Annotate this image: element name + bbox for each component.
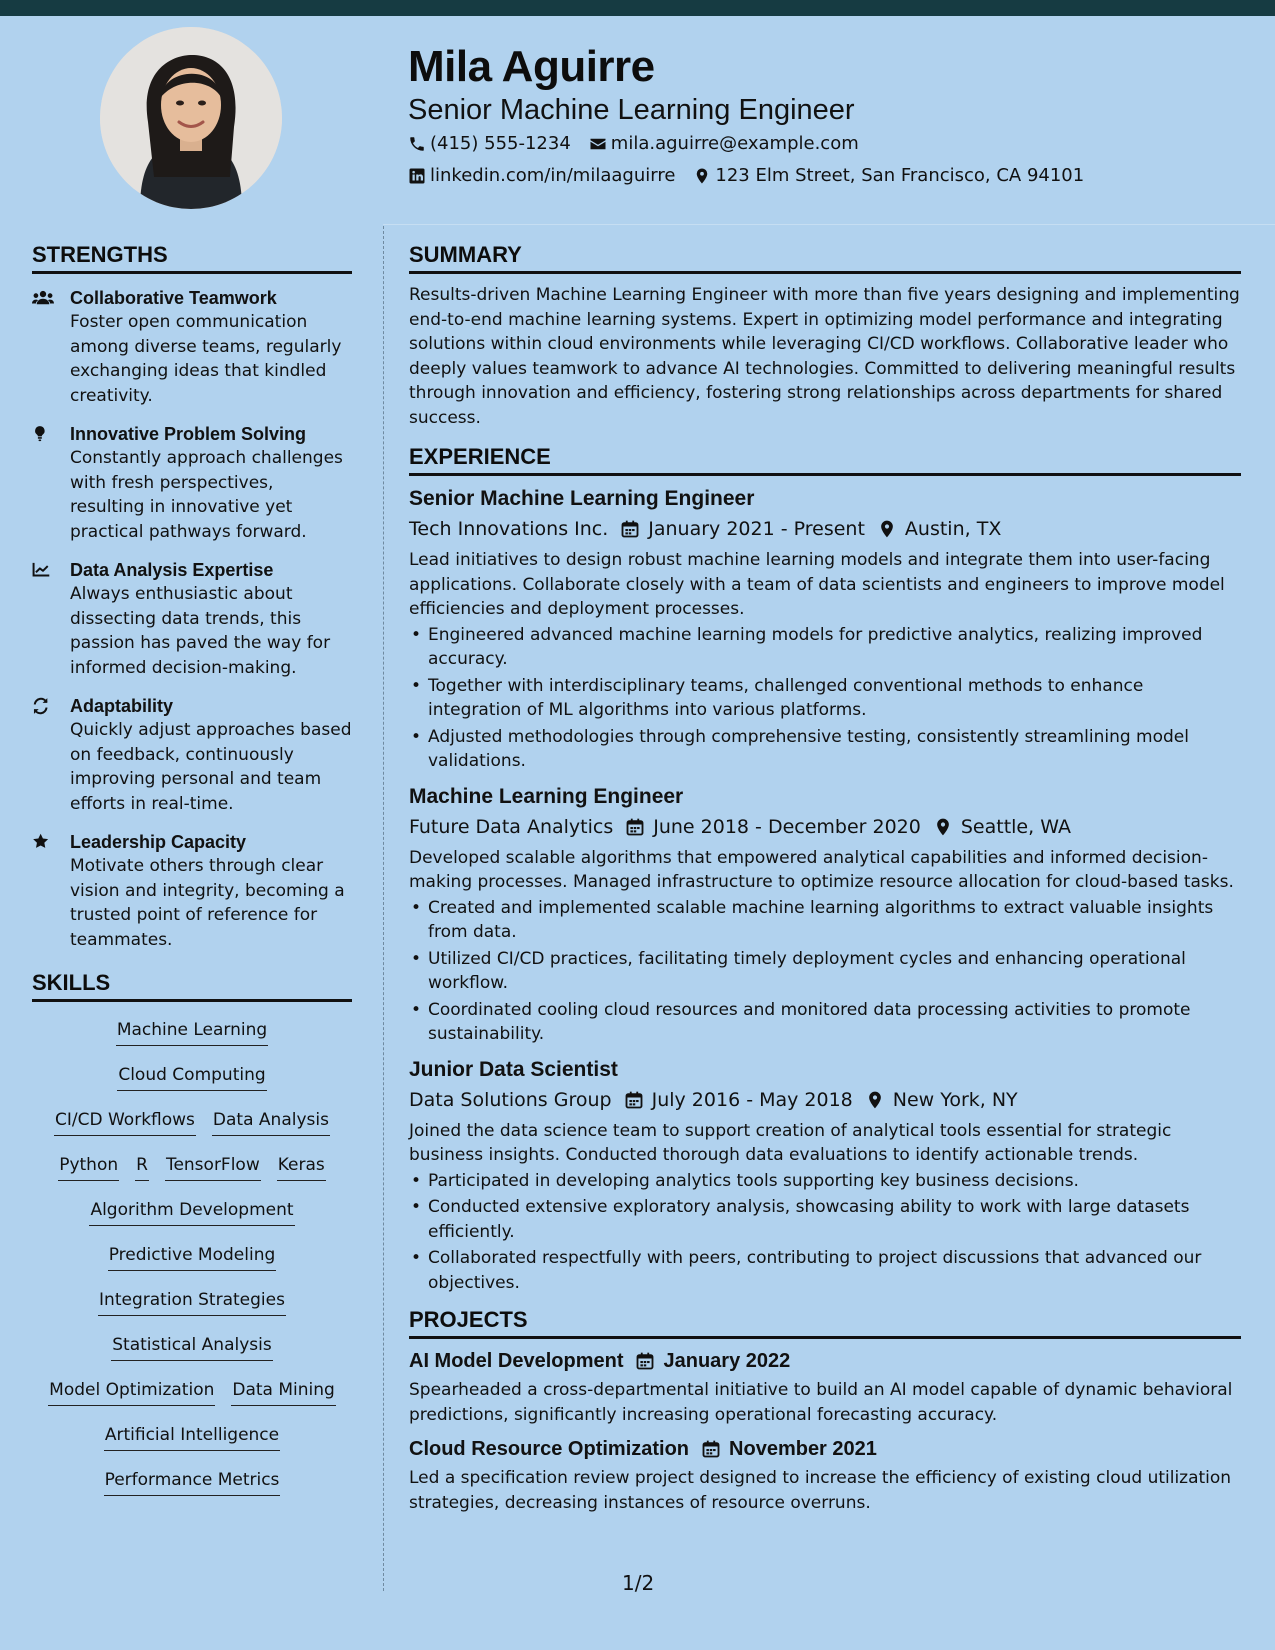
strength-item — [32, 558, 352, 680]
strength-item — [32, 830, 352, 952]
strength-item — [32, 694, 352, 816]
job-dates: July 2016 - May 2018 — [651, 1088, 853, 1111]
profile-photo — [100, 27, 282, 209]
bullet-item: • Collaborated respectfully with peers, contributing to project discussions that advanced our objectives. — [409, 1246, 1241, 1295]
contact-phone — [408, 133, 571, 154]
linkedin-text[interactable]: linkedin.com/in/milaaguirre — [430, 165, 676, 186]
job-meta — [409, 1086, 1241, 1114]
skill-tag: Machine Learning — [116, 1018, 268, 1046]
map-pin-icon — [865, 1090, 885, 1110]
contact-email — [589, 133, 859, 154]
skills-list — [32, 1018, 352, 1513]
top-accent-bar — [0, 0, 1275, 16]
strength-desc: Motivate others through clear vision and integrity, becoming a trusted point of reference for teammates. — [70, 856, 345, 950]
candidate-title: Senior Machine Learning Engineer — [408, 94, 855, 126]
calendar-icon — [635, 1351, 655, 1371]
skill-row — [96, 1468, 289, 1513]
calendar-icon — [624, 1090, 644, 1110]
skill-tag: Data Mining — [231, 1378, 335, 1406]
column-divider — [383, 226, 384, 1591]
strength-title: Collaborative Teamwork — [70, 288, 277, 308]
job-bullets — [409, 1169, 1241, 1296]
job-dates: June 2018 - December 2020 — [653, 815, 921, 838]
contact-address — [693, 165, 1084, 186]
address-text: 123 Elm Street, San Francisco, CA 94101 — [715, 165, 1085, 186]
skills-heading: SKILLS — [32, 970, 352, 1002]
calendar-icon — [620, 519, 640, 539]
job-title: Machine Learning Engineer — [409, 784, 684, 808]
skill-row — [90, 1288, 294, 1333]
avatar-illustration — [100, 27, 282, 209]
email-text[interactable]: mila.aguirre@example.com — [610, 133, 859, 154]
strength-item — [32, 422, 352, 544]
contact-linkedin — [408, 165, 675, 186]
job-location: Seattle, WA — [960, 815, 1071, 838]
project-header — [409, 1347, 1241, 1375]
lightbulb-icon — [32, 424, 54, 444]
right-column — [409, 242, 1241, 1515]
left-column — [32, 242, 352, 1513]
job-company: Tech Innovations Inc. — [409, 518, 609, 540]
strengths-list — [32, 286, 352, 952]
skill-tag: Python — [58, 1153, 119, 1181]
calendar-icon — [701, 1439, 721, 1459]
job-description: Lead initiatives to design robust machine learning models and integrate them into user-facing applications. Collaborate closely with a team of data scientists and engineers to improve model efficiencies and deployment processes. — [409, 550, 1225, 619]
bullet-item: • Participated in developing analytics tools supporting key business decisions. — [409, 1169, 1241, 1194]
experience-heading: EXPERIENCE — [409, 444, 1241, 476]
summary-heading: SUMMARY — [409, 242, 1241, 274]
contact-row-1 — [408, 133, 877, 154]
job-title: Senior Machine Learning Engineer — [409, 487, 755, 510]
job-entry — [409, 783, 1241, 1047]
strength-desc: Constantly approach challenges with fresh perspectives, resulting in innovative yet practical pathways forward. — [70, 448, 343, 542]
skill-row — [46, 1108, 338, 1153]
skill-row — [50, 1153, 334, 1198]
job-location: Austin, TX — [904, 518, 1002, 540]
skill-row — [81, 1198, 302, 1243]
job-entry — [409, 1056, 1241, 1296]
project-date: November 2021 — [729, 1438, 877, 1460]
job-description: Joined the data science team to support creation of analytical tools essential for strategic business insights. Conducted thorough data evaluations to identify actionable trends. — [409, 1120, 1172, 1165]
candidate-name: Mila Aguirre — [408, 42, 655, 91]
star-icon — [32, 832, 54, 852]
strength-title: Innovative Problem Solving — [70, 424, 307, 444]
skill-tag: Integration Strategies — [98, 1288, 286, 1316]
phone-text: (415) 555-1234 — [430, 133, 571, 154]
skill-tag: Performance Metrics — [104, 1468, 281, 1496]
map-pin-icon — [693, 167, 711, 185]
bullet-item: • Engineered advanced machine learning models for predictive analytics, realizing improved accuracy. — [409, 623, 1241, 672]
skill-row — [109, 1063, 274, 1108]
bullet-item: • Adjusted methodologies through comprehensive testing, consistently streamlining model validations. — [409, 725, 1241, 774]
bullet-item: • Utilized CI/CD practices, facilitating timely deployment cycles and enhancing operational workflow. — [409, 947, 1241, 996]
skill-row — [96, 1423, 288, 1468]
bullet-item: • Conducted extensive exploratory analysis, showcasing ability to work with large datasets efficiently. — [409, 1195, 1241, 1244]
bullet-item: • Together with interdisciplinary teams, challenged conventional methods to enhance integration of ML algorithms into various platforms. — [409, 674, 1241, 723]
project-title: Cloud Resource Optimization — [409, 1438, 690, 1460]
job-bullets — [409, 623, 1241, 774]
skill-tag: Keras — [277, 1153, 326, 1181]
chart-line-icon — [32, 560, 54, 580]
job-location: New York, NY — [892, 1088, 1018, 1111]
skill-row — [103, 1333, 280, 1378]
skill-row — [100, 1243, 285, 1288]
strengths-heading: STRENGTHS — [32, 242, 352, 274]
job-company: Data Solutions Group — [409, 1088, 612, 1111]
job-description: Developed scalable algorithms that empowered analytical capabilities and informed decision-making processes. Managed infrastructure to optimize resource allocation for cloud-based tasks. — [409, 847, 1234, 892]
skill-row — [108, 1018, 276, 1063]
skill-tag: Predictive Modeling — [108, 1243, 277, 1271]
job-entry — [409, 485, 1241, 774]
project-description: Led a specification review project designed to increase the efficiency of existing cloud utilization strategies, decreasing instances of resource overruns. — [409, 1468, 1232, 1513]
linkedin-icon — [408, 167, 426, 185]
strength-desc: Foster open communication among diverse teams, regularly exchanging ideas that kindled creativity. — [70, 312, 342, 406]
project-entry — [409, 1435, 1241, 1515]
map-pin-icon — [877, 519, 897, 539]
job-company: Future Data Analytics — [409, 815, 614, 838]
project-description: Spearheaded a cross-departmental initiative to build an AI model capable of dynamic behavioral predictions, significantly increasing operational forecasting accuracy. — [409, 1380, 1233, 1425]
skill-tag: Statistical Analysis — [111, 1333, 272, 1361]
project-date: January 2022 — [663, 1350, 791, 1372]
strength-title: Adaptability — [70, 696, 174, 716]
strength-item — [32, 286, 352, 408]
phone-icon — [408, 135, 426, 153]
projects-heading: PROJECTS — [409, 1307, 1241, 1339]
job-bullets — [409, 896, 1241, 1047]
skill-tag: Artificial Intelligence — [104, 1423, 280, 1451]
project-title: AI Model Development — [409, 1350, 624, 1372]
calendar-icon — [625, 817, 645, 837]
strength-title: Leadership Capacity — [70, 832, 247, 852]
skill-tag: TensorFlow — [165, 1153, 261, 1181]
bullet-item: • Coordinated cooling cloud resources and monitored data processing activities to promote sustainability. — [409, 998, 1241, 1047]
job-meta — [409, 813, 1241, 841]
skill-row — [40, 1378, 344, 1423]
project-entry — [409, 1347, 1241, 1427]
envelope-icon — [589, 135, 607, 153]
project-header — [409, 1435, 1241, 1463]
skill-tag: Model Optimization — [48, 1378, 215, 1406]
skill-tag: Data Analysis — [212, 1108, 330, 1136]
contact-row-2 — [408, 165, 1102, 186]
skill-tag: CI/CD Workflows — [54, 1108, 196, 1136]
skill-tag: Algorithm Development — [89, 1198, 294, 1226]
job-title: Junior Data Scientist — [409, 1057, 618, 1081]
map-pin-icon — [933, 817, 953, 837]
users-icon — [32, 288, 54, 308]
strength-title: Data Analysis Expertise — [70, 560, 274, 580]
page-number: 1/2 — [622, 1571, 655, 1595]
skill-tag: R — [135, 1153, 149, 1181]
skill-tag: Cloud Computing — [117, 1063, 266, 1091]
job-dates: January 2021 - Present — [648, 518, 865, 540]
strength-desc: Always enthusiastic about dissecting data trends, this passion has paved the way for informed decision-making. — [70, 584, 331, 678]
job-meta — [409, 515, 1241, 543]
bullet-item: • Created and implemented scalable machine learning algorithms to extract valuable insights from data. — [409, 896, 1241, 945]
strength-desc: Quickly adjust approaches based on feedback, continuously improving personal and team efforts in real-time. — [70, 720, 352, 814]
sync-icon — [32, 696, 54, 716]
summary-text: Results-driven Machine Learning Engineer with more than five years designing and implementing end-to-end machine learning systems. Expert in optimizing model performance and integrating solutions within cloud environments while leveraging CI/CD workflows. Collaborative leader who deeply values teamwork to advance AI technologies. Committed to delivering meaningful results through innovation and efficiency, fostering strong relationships across departments for shared success. — [409, 285, 1240, 428]
header-divider — [383, 224, 1275, 225]
